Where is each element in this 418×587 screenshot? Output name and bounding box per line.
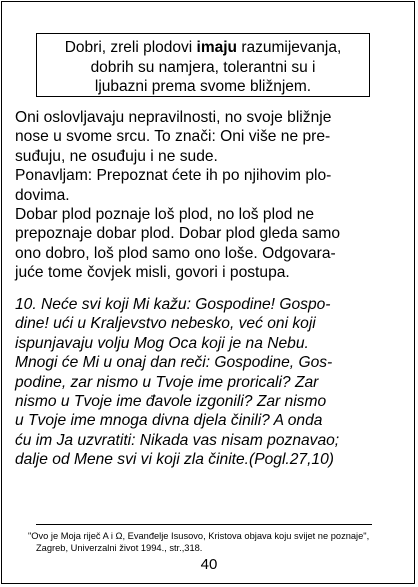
quote-line: dalje od Mene svi vi koji zla činite.(Pogl.27,10) bbox=[15, 451, 334, 469]
body-line: Oni oslovljavaju nepravilnosti, no svoje bližnje bbox=[15, 109, 332, 126]
quote-line: podine, zar nismo u Tvoje ime proricali? Zar bbox=[15, 373, 319, 391]
quote-line: 10. Neće svi koji Mi kažu: Gospodine! Gospo- bbox=[15, 296, 331, 313]
body-line: prepoznaje dobar plod. Dobar plod gleda samo bbox=[15, 225, 341, 243]
body-line: Dobar plod poznaje loš plod, no loš plod ne bbox=[15, 206, 315, 224]
quote-line: ispunjavaju volju Mog Oca koji je na Nebu. bbox=[15, 334, 309, 352]
body-line: nose u svome srcu. To znači: Oni više ne pre- bbox=[15, 128, 331, 146]
quote-line: dine! ući u Kraljevstvo nebesko, već oni koji bbox=[15, 315, 316, 333]
body-line: suđuju, ne osuđuju i ne sude. bbox=[15, 147, 218, 165]
quote-line: ću im Ja uzvratiti: Nikada vas nisam poznavao; bbox=[15, 431, 340, 449]
box-line-3: ljubazni prema svome bližnjem. bbox=[94, 78, 312, 95]
box-line-1 bbox=[37, 38, 369, 58]
box-line-2: dobrih su namjera, tolerantni su i bbox=[90, 58, 316, 76]
box-line-1-pre: Dobri, zreli plodovi bbox=[64, 39, 197, 56]
quote-line: Mnogi će Mi u onaj dan reči: Gospodine, Gos- bbox=[15, 354, 333, 372]
page-number: 40 bbox=[200, 556, 218, 573]
box-line-1-post: razumijevanja, bbox=[237, 39, 342, 56]
quote-line: u Tvoje ime mnoga divna djela činili? A onda bbox=[15, 412, 323, 430]
body-text bbox=[15, 108, 407, 283]
boxed-quote bbox=[36, 33, 370, 97]
footnote-rule bbox=[36, 524, 372, 525]
body-line: ono dobro, loš plod samo ono loše. Odgovara- bbox=[15, 244, 336, 262]
body-line: dovima. bbox=[15, 186, 70, 204]
quote-line: nismo u Tvoje ime đavole izgonili? Zar nismo bbox=[15, 393, 327, 411]
footnote-line-2: Zagreb, Univerzalni život 1994., str.,318. bbox=[36, 543, 203, 554]
footnote-line-1: "Ovo je Moja riječ A i Ω, Evanđelje Isusovo, Kristova objava koju svijet ne poznaje", bbox=[28, 531, 370, 541]
body-line: juće tome čovjek misli, govori i postupa. bbox=[15, 264, 290, 282]
scripture-quote bbox=[15, 295, 407, 470]
box-bold-word: imaju bbox=[196, 39, 238, 56]
footnote bbox=[28, 530, 408, 555]
body-line: Ponavljam: Prepoznat ćete ih po njihovim plo- bbox=[15, 167, 332, 185]
